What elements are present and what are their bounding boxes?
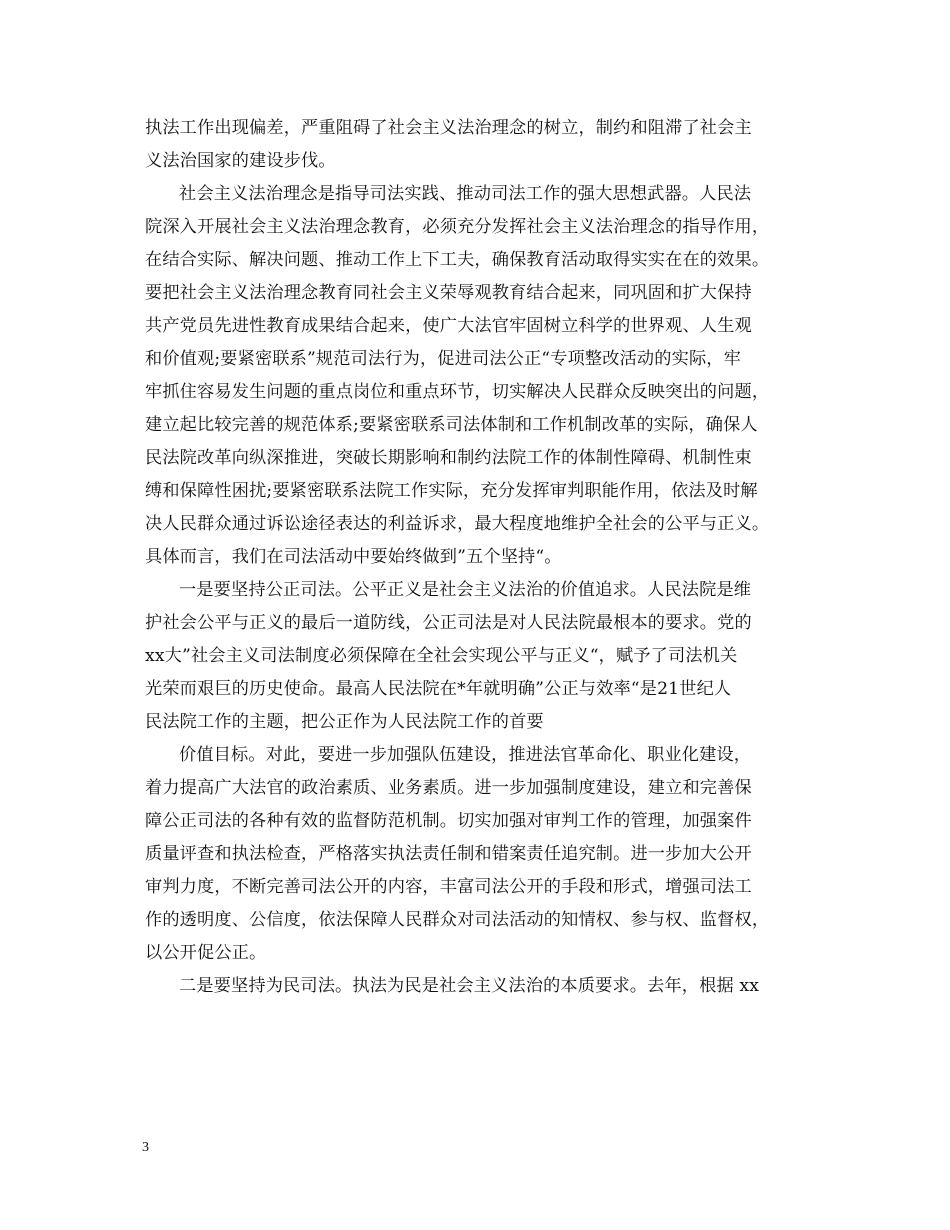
text-line: 护社会公平与正义的最后一道防线，公正司法是对人民法院最根本的要求。党的 <box>145 613 752 633</box>
text-line: xx大”社会主义司法制度必须保障在全社会实现公平与正义“，赋予了司法机关 <box>145 646 738 666</box>
text-line: 障公正司法的各种有效的监督防范机制。切实加强对审判工作的管理，加强案件 <box>145 811 752 831</box>
text-line: 缚和保障性困扰;要紧密联系法院工作实际，充分发挥审判职能作用，依法及时解 <box>145 481 758 501</box>
text-line: 院深入开展社会主义法治理念教育，必须充分发挥社会主义法治理念的指导作用， <box>145 217 770 237</box>
text-line: 建立起比较完善的规范体系;要紧密联系司法体制和工作机制改革的实际，确保人 <box>145 415 758 435</box>
paragraph-start-line: 社会主义法治理念是指导司法实践、推动司法工作的强大思想武器。人民法 <box>179 184 752 204</box>
text-line: 光荣而艰巨的历史使命。最高人民法院在*年就明确”公正与效率“是21世纪人 <box>145 679 732 699</box>
text-line: 执法工作出现偏差，严重阻碍了社会主义法治理念的树立，制约和阻滞了社会主 <box>145 118 752 138</box>
text-line: 决人民群众通过诉讼途径表达的利益诉求，最大程度地维护全社会的公平与正义。 <box>145 514 770 534</box>
paragraph-start-line: 价值目标。对此，要进一步加强队伍建设，推进法官革命化、职业化建设， <box>179 745 752 765</box>
text-line: 要把社会主义法治理念教育同社会主义荣辱观教育结合起来，同巩固和扩大保持 <box>145 283 752 303</box>
text-line: 以公开促公正。 <box>145 943 267 963</box>
text-line: 质量评查和执法检查，严格落实执法责任制和错案责任追究制。进一步加大公开 <box>145 844 752 864</box>
text-line: 共产党员先进性教育成果结合起来，使广大法官牢固树立科学的世界观、人生观 <box>145 316 752 336</box>
paragraph-start-line: 一是要坚持公正司法。公平正义是社会主义法治的价值追求。人民法院是维 <box>179 580 752 600</box>
text-line: 牢抓住容易发生问题的重点岗位和重点环节，切实解决人民群众反映突出的问题， <box>145 382 770 402</box>
text-line: 义法治国家的建设步伐。 <box>145 151 336 171</box>
text-line: 民法院工作的主题，把公正作为人民法院工作的首要 <box>145 712 544 732</box>
text-line: 审判力度，不断完善司法公开的内容，丰富司法公开的手段和形式，增强司法工 <box>145 877 752 897</box>
text-line: 民法院改革向纵深推进，突破长期影响和制约法院工作的体制性障碍、机制性束 <box>145 448 752 468</box>
paragraph-start-line: 二是要坚持为民司法。执法为民是社会主义法治的本质要求。去年，根据 xx <box>179 976 760 996</box>
text-line: 具体而言，我们在司法活动中要始终做到”五个坚持“。 <box>145 547 562 567</box>
text-line: 和价值观;要紧密联系”规范司法行为，促进司法公正“专项整改活动的实际，牢 <box>145 349 741 369</box>
text-line: 着力提高广大法官的政治素质、业务素质。进一步加强制度建设，建立和完善保 <box>145 778 752 798</box>
text-line: 在结合实际、解决问题、推动工作上下工夫，确保教育活动取得实实在在的效果。 <box>145 250 770 270</box>
page-number: 3 <box>142 1140 149 1155</box>
text-line: 作的透明度、公信度，依法保障人民群众对司法活动的知情权、参与权、监督权， <box>145 910 770 930</box>
